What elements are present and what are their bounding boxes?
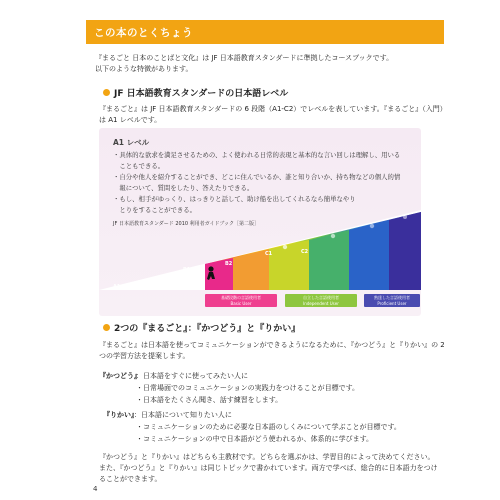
a1-line: とりをすることができる。 [113, 206, 197, 214]
section2-heading: 2つの『まるごと』：『かつどう』と『りかい』 [114, 324, 301, 334]
a1-line: ・具体的な欲求を満足させるための、よく使われる日常的表現と基本的な言い回しは理解し、用いる [113, 151, 401, 159]
rikai-line: ：日本語について知りたい人に [134, 411, 232, 419]
heading-bullet-icon [103, 324, 110, 331]
legend-name: 熟達した言語使用者 [374, 295, 410, 300]
heading-bullet-icon [103, 89, 110, 96]
legend-proficient-user [364, 294, 420, 307]
runner-icon [208, 266, 213, 271]
katsudo-title: 『かつどう』 [99, 372, 141, 380]
legend-basic-user [205, 294, 277, 307]
rikai-line: ・コミュニケーションの中で日本語がどう使われるか、体系的に学びます。 [136, 435, 374, 443]
legend-name: 基礎段階の言語使用者 [221, 295, 261, 300]
section1-body-line: 『まるごと』は JF 日本語教育スタンダードの 6 段階（A1-C2）でレベルを表しています。『まるごと』（入門） [99, 105, 447, 113]
page-number: 4 [93, 485, 98, 493]
a1-label: A1 レベル [113, 138, 150, 147]
ramp-b2 [309, 230, 349, 290]
section-banner [86, 20, 444, 44]
ramp-c1 [349, 220, 389, 290]
a1-line: 報について、質問をしたり、答えたりできる。 [113, 184, 254, 192]
level-label-a2: A2 [143, 279, 151, 285]
banner-title: この本のとくちょう [94, 27, 193, 39]
closing-line: また、『かつどう』と『りかい』は同じトピックで書かれています。両方で学べば、総合的に日本語力をつけ [99, 464, 438, 472]
legend-sub: Basic User [230, 301, 252, 306]
ramp-a2 [233, 249, 269, 290]
source-citation: JF 日本語教育スタンダード 2010 利用者ガイドブック［第二版］ [113, 221, 259, 227]
closing-line: ることができます。 [99, 475, 162, 483]
a1-line: ・自分や他人を紹介することができ、どこに住んでいるか、誰と知り合いか、持ち物などの個人的情 [113, 173, 401, 181]
katsudo-line: ・日本語をたくさん聞き、話す練習をします。 [136, 396, 283, 404]
level-label-a1: A1 [113, 284, 121, 290]
level-label-c2: C2 [301, 249, 309, 255]
level-label-b2: B2 [225, 261, 233, 267]
rikai-title: 『りかい』 [103, 411, 138, 419]
section1-heading: JF 日本語教育スタンダードの日本語レベル [114, 89, 289, 99]
rikai-line: ・コミュニケーションのために必要な日本語のしくみについて学ぶことが目標です。 [136, 423, 401, 431]
ramp-c2 [389, 212, 421, 290]
section2-body-line: 『まるごと』は日本語を使ってコミュニケーションができるようになるために、『かつどう』と『りかい』の 2 [99, 341, 445, 349]
legend-independent-user [285, 294, 357, 307]
legend-sub: Independent User [303, 301, 339, 306]
runner-icon [331, 234, 335, 238]
katsudo-line: ：日本語をすぐに使ってみたい人に [136, 372, 248, 380]
intro-line: 以下のような特徴があります。 [95, 65, 193, 73]
closing-line: 『かつどう』と『りかい』はどちらも主教材です。どちらを選ぶかは、学習目的によって決めてください。 [99, 453, 435, 461]
level-label-b1: B1 [183, 267, 191, 273]
section2-body-line: つの学習方法を提案します。 [99, 352, 190, 360]
intro-line: 『まるごと 日本のことばと文化』は JF 日本語教育スタンダードに準拠したコースブックです。 [95, 54, 394, 62]
katsudo-line: ・日常場面でのコミュニケーションの実践力をつけることが目標です。 [136, 384, 360, 392]
legend-name: 自立した言語使用者 [303, 295, 339, 300]
legend-sub: Proficient User [377, 301, 407, 306]
runner-icon [370, 224, 374, 228]
level-label-c1: C1 [265, 251, 273, 257]
section1-body-line: は A1 レベルです。 [99, 116, 162, 124]
runner-icon [283, 245, 287, 249]
runner-icon [403, 215, 407, 219]
a1-line: こともできる。 [113, 162, 165, 170]
a1-line: ・もし、相手がゆっくり、はっきりと話して、助け船を出してくれるなら簡単なやり [113, 195, 356, 203]
